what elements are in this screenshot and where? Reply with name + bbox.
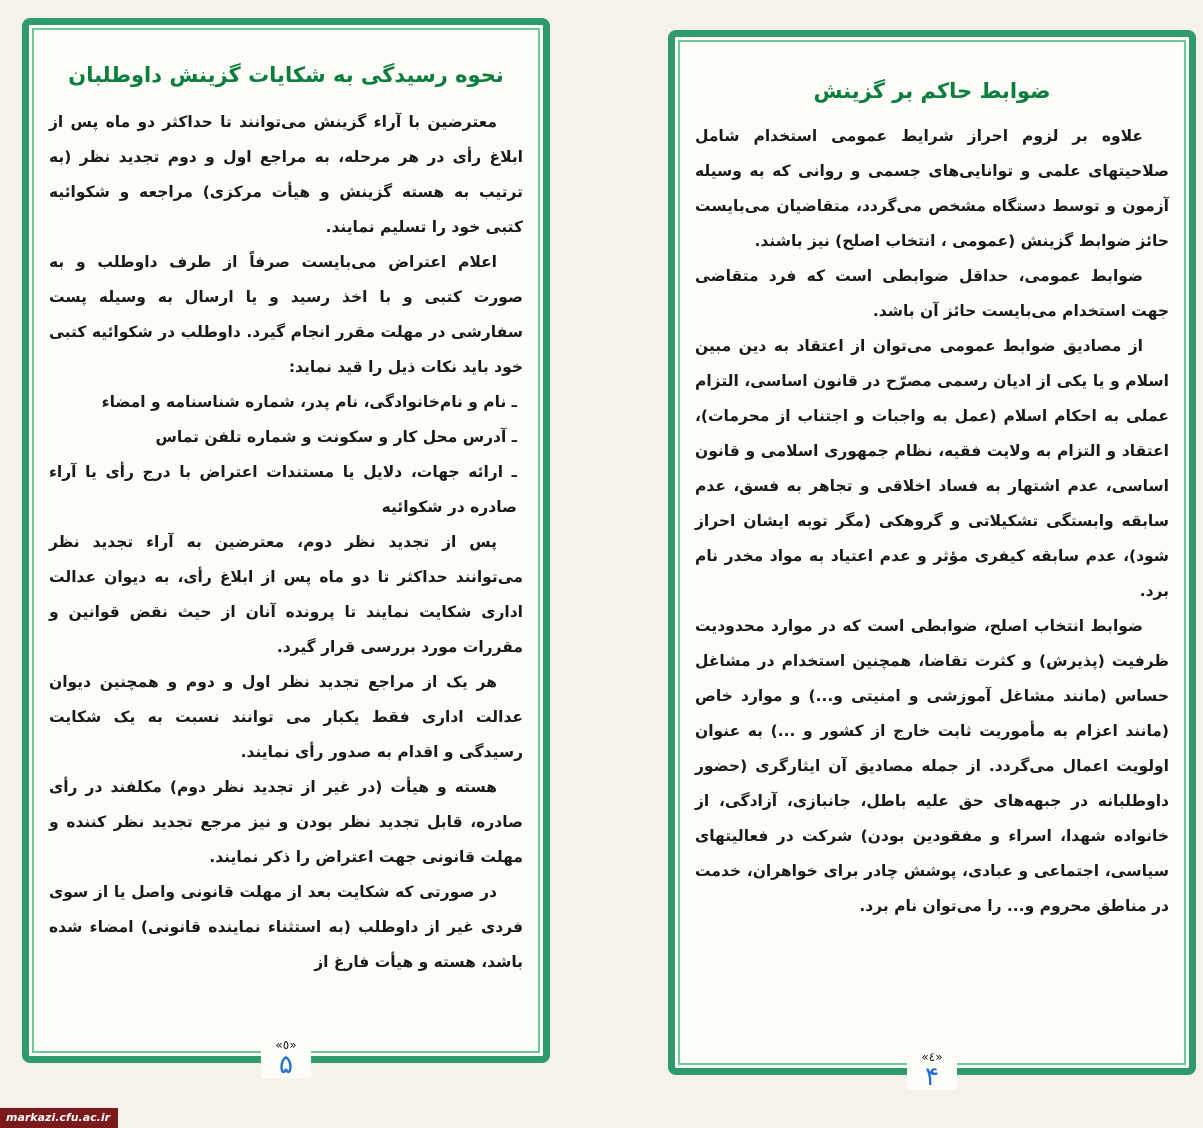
paragraph: ضوابط انتخاب اصلح، ضوابطی است که در موارد محدودیت ظرفیت (پذیرش) و کثرت تقاضا، همچنین استخدام در مشاغل حساس (مانند مشاغل آموزشی و امنیتی و...) و موارد خاص (مانند اعزام به مأموریت ثابت خارج از کشور و ...) به عنوان اولویت اعمال می‌گردد. از جمله مصادیق آن ایثارگری (حضور داوطلبانه در جبهه‌های حق علیه باطل، جانبازی، آزادگی، از خانواده شهدا، اسراء و مفقودین بودن) شرکت در فعالیتهای سیاسی، اجتماعی و عبادی، پوشش چادر برای خواهران، خدمت در مناطق محروم و... را می‌توان نام برد. [695, 617, 1169, 915]
watermark-label: markazi.cfu.ac.ir [0, 1108, 118, 1128]
paragraph: ضوابط عمومی، حداقل ضوابطی است که فرد متقاضی جهت استخدام می‌بایست حائز آن باشد. [695, 267, 1169, 320]
left-page-title: نحوه رسیدگی به شکایات گزینش داوطلبان [68, 63, 504, 87]
right-page-body [695, 119, 1169, 924]
list-item: ـ ارائه جهات، دلایل یا مستندات اعتراض با درج رأی یا آراء صادره در شکوائیه [49, 463, 517, 516]
list-item: ـ آدرس محل کار و سکونت و شماره تلفن تماس [155, 428, 517, 446]
page-number [907, 1050, 957, 1090]
right-page [668, 30, 1196, 1092]
list-item: ـ نام و نام‌خانوادگی، نام پدر، شماره شناسنامه و امضاء [101, 393, 517, 411]
paragraph: هسته و هیأت (در غیر از تجدید نظر دوم) مکلفند در رأی صادره، قابل تجدید نظر بودن و نیز مرجع تجدید نظر کننده و مهلت قانونی جهت اعتراض را ذکر نمایند. [49, 778, 523, 866]
left-page [22, 18, 550, 1080]
paragraph: علاوه بر لزوم احراز شرایط عمومی استخدام شامل صلاحیتهای علمی و توانایی‌های جسمی و روانی که به وسیله آزمون و توسط دستگاه مشخص می‌گردد، متقاضیان می‌بایست حائز ضوابط گزینش (عمومی ، انتخاب اصلح) نیز باشند. [695, 127, 1169, 250]
page-number-big: ۴ [925, 1062, 939, 1092]
page-number [261, 1038, 311, 1078]
paragraph: اعلام اعتراض می‌بایست صرفاً از طرف داوطلب و به صورت کتبی و با اخذ رسید و یا ارسال به وسیله پست سفارشی در مهلت مقرر انجام گیرد. داوطلب در شکوائیه کتبی خود باید نکات ذیل را قید نماید: [49, 253, 523, 376]
paragraph: از مصادیق ضوابط عمومی می‌توان از اعتقاد به دین مبین اسلام و یا یکی از ادیان رسمی مصرّح در قانون اساسی، التزام عملی به احکام اسلام (عمل به واجبات و اجتناب از محرمات)، اعتقاد و التزام به ولایت فقیه، نظام جمهوری اسلامی و قانون اساسی، عدم اشتهار به فساد اخلاقی و تجاهر به فسق، عدم سابقه وابستگی تشکیلاتی و گروهکی (مگر توبه ایشان احراز شود)، عدم سابقه کیفری مؤثر و عدم اعتیاد به مواد مخدر نام برد. [695, 337, 1169, 600]
paragraph: در صورتی که شکایت بعد از مهلت قانونی واصل یا از سوی فردی غیر از داوطلب (به استثناء نماینده قانونی) امضاء شده باشد، هسته و هیأت فارغ از [49, 883, 523, 971]
paragraph: معترضین با آراء گزینش می‌توانند تا حداکثر دو ماه پس از ابلاغ رأی در هر مرحله، به مراجع اول و دوم تجدید نظر (به ترتیب به هسته گزینش و هیأت مرکزی) مراجعه و شکوائیه کتبی خود را تسلیم نمایند. [49, 113, 523, 236]
page-number-big: ۵ [279, 1050, 293, 1080]
left-page-body [49, 105, 523, 980]
right-page-title: ضوابط حاکم بر گزینش [813, 79, 1051, 103]
paragraph: پس از تجدید نظر دوم، معترضین به آراء تجدید نظر می‌توانند حداکثر تا دو ماه پس از ابلاغ رأی، به دیوان عدالت اداری شکایت نمایند تا پرونده آنان از حیث نقض قوانین و مقررات مورد بررسی قرار گیرد. [49, 533, 523, 656]
page-number-small: «٥» [275, 1038, 297, 1052]
paragraph: هر یک از مراجع تجدید نظر اول و دوم و همچنین دیوان عدالت اداری فقط یکبار می توانند نسبت به یک شکایت رسیدگی و اقدام به صدور رأی نمایند. [49, 673, 523, 761]
page-number-small: «٤» [921, 1050, 943, 1064]
